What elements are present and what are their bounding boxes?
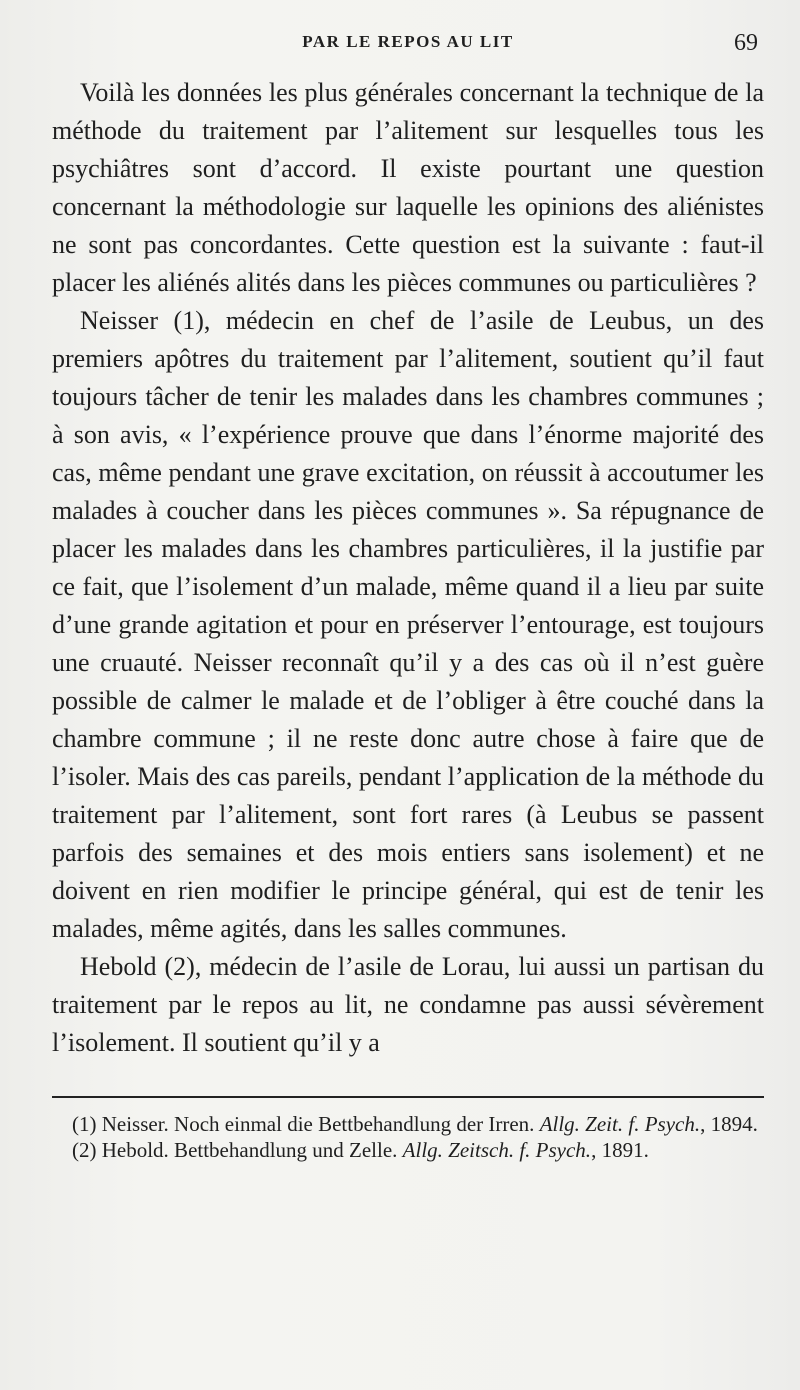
footnote-1-text-before: (1) Neisser. Noch einmal die Bettbehandlung der Irren. [72,1112,540,1136]
footnotes [52,1112,764,1162]
footnote-divider [52,1096,764,1098]
footnote-1-italic: Allg. Zeit. f. Psych. [539,1112,701,1136]
running-header [52,32,764,62]
running-title: PAR LE REPOS AU LIT [302,32,514,51]
paragraph-3: Hebold (2), médecin de l’asile de Lorau, lui aussi un partisan du traitement par le repos au lit, ne condamne pas aussi sévèrement l’isolement. Il soutient qu’il y a [52,952,764,1057]
main-text [52,74,764,1062]
footnote-1 [52,1112,764,1136]
paragraph-2: Neisser (1), médecin en chef de l’asile de Leubus, un des premiers apôtres du traitement par l’alitement, soutient qu’il faut toujours tâcher de tenir les malades dans les chambres communes ; à son avis, « l’expérience prouve que dans l’énorme majorité des cas, même pendant une grave excitation, on réussit à accoutumer les malades à coucher dans les pièces communes ». Sa répugnance de placer les malades dans les chambres particulières, il la justifie par ce fait, que l’isolement d’un malade, même quand il a lieu par suite d’une grande agitation et pour en préserver l’entourage, est toujours une cruauté. Neisser reconnaît qu’il y a des cas où il n’est guère possible de calmer le malade et de l’obliger à être couché dans la chambre commune ; il ne reste donc autre chose à faire que de l’isoler. Mais des cas pareils, pendant l’application de la méthode du traitement par l’alitement, sont fort rares (à Leubus se passent parfois des semaines et des mois entiers sans isolement) et ne doivent en rien modifier le principe général, qui est de tenir les malades, même agités, dans les salles communes. [52,306,764,943]
footnote-1-text-after: , 1894. [700,1112,758,1136]
page-number: 69 [734,30,758,56]
paragraph-1: Voilà les données les plus générales concernant la technique de la méthode du traitement par l’alitement sur lesquelles tous les psychiâtres sont d’accord. Il existe pourtant une question concernant la méthodologie sur laquelle les opinions des aliénistes ne sont pas concordantes. Cette question est la suivante : faut-il placer les aliénés alités dans les pièces communes ou particulières ? [52,78,764,297]
footnote-2-text-after: , 1891. [591,1138,649,1162]
footnote-2 [52,1138,764,1162]
footnote-2-text-before: (2) Hebold. Bettbehandlung und Zelle. [72,1138,403,1162]
footnote-2-italic: Allg. Zeitsch. f. Psych. [402,1138,592,1162]
